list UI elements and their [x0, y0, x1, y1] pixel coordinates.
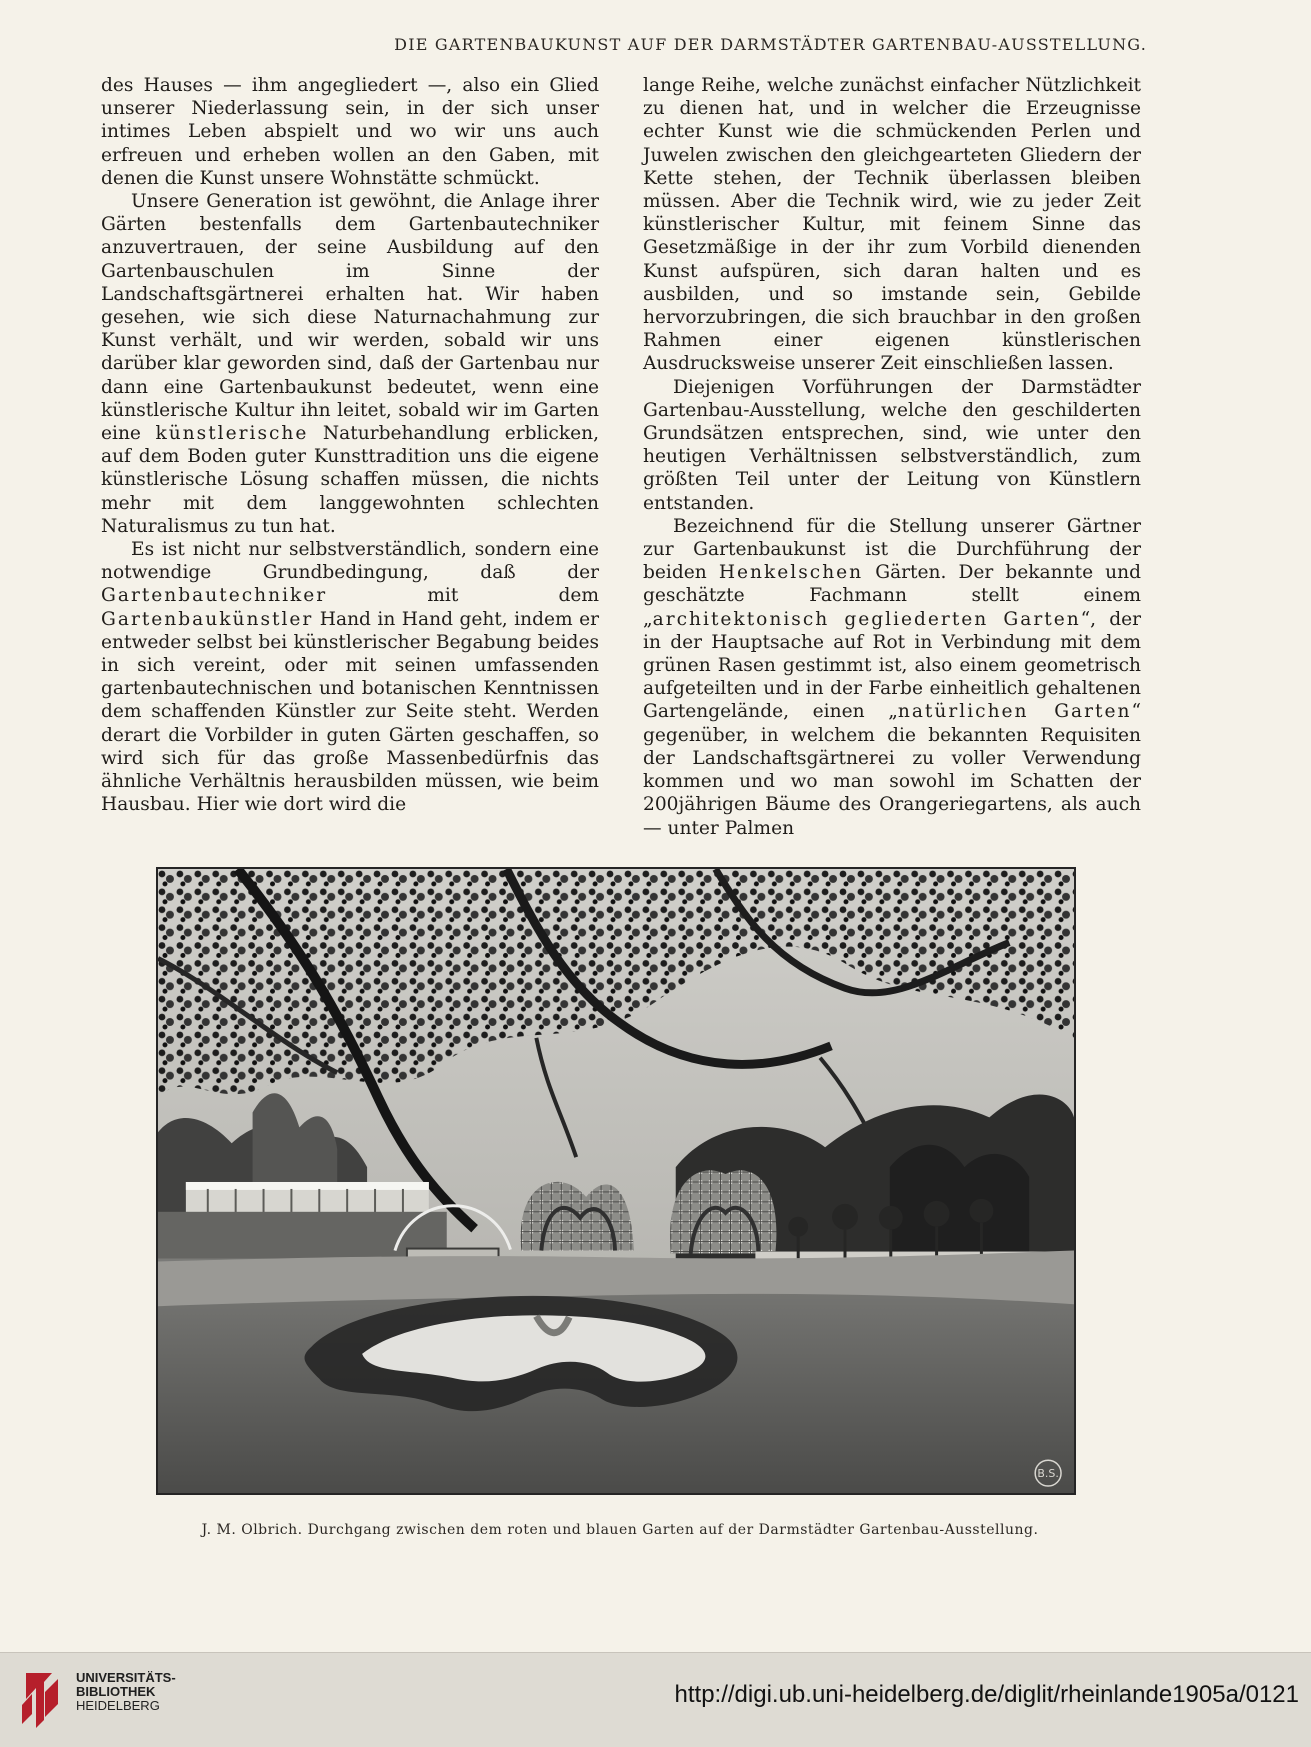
- right-paragraph-3-text-a: Bezeichnend für die Stellung unserer Gärtner zur Gartenbaukunst ist die Durchführung der beiden: [643, 515, 1141, 584]
- article-right-column: [643, 74, 1141, 840]
- right-paragraph-3: [643, 515, 1141, 840]
- left-paragraph-3-text-b: mit dem: [327, 585, 599, 607]
- library-name-line-1: UNIVERSITÄTS-: [76, 1670, 176, 1685]
- library-logo-icon: [14, 1665, 66, 1731]
- source-url[interactable]: http://digi.ub.uni-heidelberg.de/diglit/rheinlande1905a/0121: [674, 1681, 1299, 1708]
- right-paragraph-2: Diejenigen Vorführungen der Darmstädter Gartenbau-Ausstellung, welche den geschilderten Grundsätzen entsprechen, sind, wie unter den heutigen Verhältnissen selbstverständlich, zum größten Teil unter der Leitung von Künstlern entstanden.: [643, 376, 1141, 514]
- right-paragraph-3-emphasis-3: natürlichen Garten: [897, 701, 1132, 723]
- right-paragraph-3-emphasis-1: Henkelschen: [718, 562, 864, 584]
- left-paragraph-3-emphasis-1: Gartenbautechniker: [101, 585, 328, 607]
- article-left-column: [101, 74, 599, 817]
- right-paragraph-3-emphasis-2: architektonisch gegliederten Garten: [652, 608, 1081, 630]
- left-paragraph-2-emphasis: künstlerische: [155, 423, 309, 445]
- library-name: [76, 1671, 196, 1713]
- garden-photograph: [156, 867, 1076, 1495]
- running-head: DIE GARTENBAUKUNST AUF DER DARMSTÄDTER GARTENBAU-AUSSTELLUNG.: [394, 35, 1147, 54]
- left-paragraph-3-emphasis-2: Gartenbaukünstler: [101, 608, 314, 630]
- left-paragraph-1: des Hauses — ihm angegliedert —, also ein Glied unserer Niederlassung sein, in der sich unser intimes Leben abspielt und wo wir uns auch erfreuen und erheben wollen an den Gaben, mit denen die Kunst unsere Wohnstätte schmückt.: [101, 75, 599, 189]
- library-name-line-2: BIBLIOTHEK: [76, 1684, 156, 1699]
- right-paragraph-3-text-d: “ gegenüber, in welchem die bekannten Requisiten der Landschaftsgärtnerei zu voller Verwendung kommen und wo man sowohl im Schatten der 200jährigen Bäume des Orangeriegartens, als auch — unter Palmen: [643, 701, 1141, 839]
- garden-photo-illustration: [158, 869, 1074, 1493]
- left-paragraph-2-text-b: Naturbehandlung erblicken, auf dem Boden guter Kunsttradition uns die eigene künstlerische Lösung schaffen müssen, die nichts mehr mit dem langgewohnten schlechten Naturalismus zu tun hat.: [101, 423, 599, 537]
- right-paragraph-3-text-b: Gärten. Der bekannte und geschätzte Fachmann stellt einem „: [643, 562, 1141, 630]
- library-name-line-3: HEIDELBERG: [76, 1698, 160, 1713]
- right-paragraph-3-text-c: “, der in der Hauptsache auf Rot in Verbindung mit dem grünen Rasen gestimmt ist, also einem geometrisch aufgeteilten und in der Farbe einheitlich gehaltenen Gartengelände, einen „: [643, 608, 1141, 723]
- left-paragraph-2-text-a: Unsere Generation ist gewöhnt, die Anlage ihrer Gärten bestenfalls dem Gartenbautechniker anzuvertrauen, der seine Ausbildung auf den Gartenbauschulen im Sinne der Landschaftsgärtnerei erhalten hat. Wir haben gesehen, wie sich diese Naturnachahmung zur Kunst verhält, und wir werden, sobald wir uns darüber klar geworden sind, daß der Gartenbau nur dann eine Gartenbaukunst bedeutet, wenn eine künstlerische Kultur ihn leitet, sobald wir im Garten eine: [101, 191, 599, 445]
- left-paragraph-3: [101, 538, 599, 816]
- figure-caption: J. M. Olbrich. Durchgang zwischen dem roten und blauen Garten auf der Darmstädter Gartenbau-Ausstellung.: [201, 1522, 1039, 1538]
- photo-watermark: B.S.: [1037, 1467, 1059, 1481]
- viewer-footer: [0, 1652, 1311, 1747]
- left-paragraph-3-text-c: Hand in Hand geht, indem er entweder selbst bei künstlerischer Begabung beides in sich vereint, oder mit seinen umfassenden gartenbautechnischen und botanischen Kenntnissen dem schaffenden Künstler zur Seite steht. Werden derart die Vorbilder in guten Gärten geschaffen, so wird sich für das große Massenbedürfnis das ähnliche Verhältnis herausbilden müssen, wie beim Hausbau. Hier wie dort wird die: [101, 608, 599, 816]
- left-paragraph-2: [101, 190, 599, 538]
- right-paragraph-1: lange Reihe, welche zunächst einfacher Nützlichkeit zu dienen hat, und in welcher die Erzeugnisse echter Kunst wie die schmückenden Perlen und Juwelen zwischen den gleichgearteten Gliedern der Kette stehen, der Technik überlassen bleiben müssen. Aber die Technik wird, wie zu jeder Zeit künstlerischer Kultur, mit feinem Sinne das Gesetzmäßige in der ihr zum Vorbild dienenden Kunst aufspüren, sich daran halten und es ausbilden, und so imstande sein, Gebilde hervorzubringen, die sich brauchbar in den großen Rahmen einer eigenen künstlerischen Ausdrucksweise unserer Zeit einschließen lassen.: [643, 75, 1141, 375]
- left-paragraph-3-text-a: Es ist nicht nur selbstverständlich, sondern eine notwendige Grundbedingung, daß der: [101, 539, 599, 584]
